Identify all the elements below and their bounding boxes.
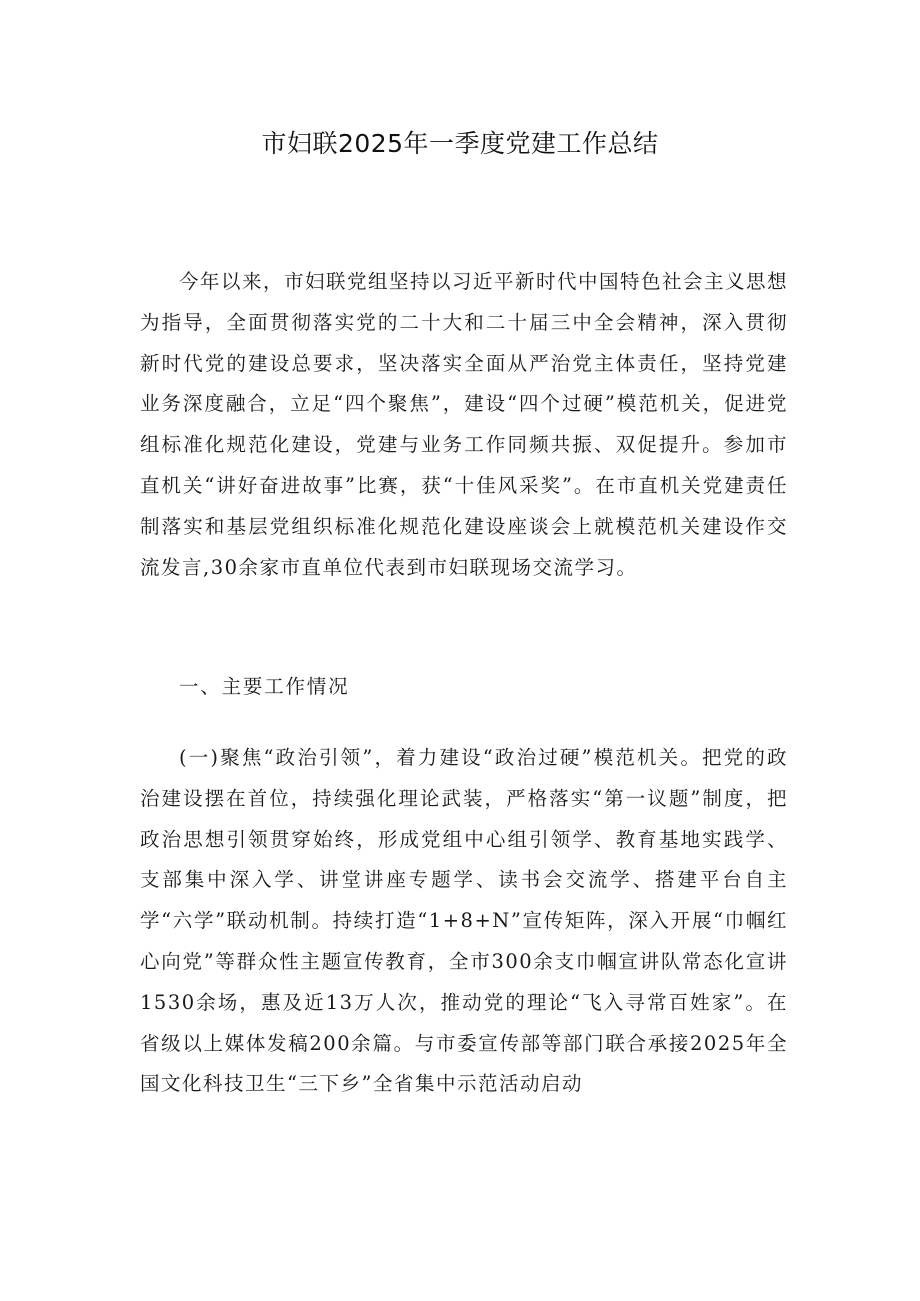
intro-paragraph: 今年以来，市妇联党组坚持以习近平新时代中国特色社会主义思想为指导，全面贯彻落实党的二十大和二十届三中全会精神，深入贯彻新时代党的建设总要求，坚决落实全面从严治党主体责任，坚持党建业务深度融合，立足“四个聚焦”，建设“四个过硬”模范机关，促进党组标准化规范化建设，党建与业务工作同频共振、双促提升。参加市直机关“讲好奋进故事”比赛，获“十佳风采奖”。在市直机关党建责任制落实和基层党组织标准化规范化建设座谈会上就模范机关建设作交流发言,30余家市直单位代表到市妇联现场交流学习。 [140, 270, 789, 579]
section-heading-main-work: 一、主要工作情况 [179, 675, 350, 698]
subsection-political-leadership-paragraph: (一)聚焦“政治引领”，着力建设“政治过硬”模范机关。把党的政治建设摆在首位，持续强化理论武装，严格落实“第一议题”制度，把政治思想引领贯穿始终，形成党组中心组引领学、教育基地实践学、支部集中深入学、讲堂讲座专题学、读书会交流学、搭建平台自主学“六学”联动机制。持续打造“1+8+N”宣传矩阵，深入开展“巾帼红心向党”等群众性主题宣传教育，全市300余支巾帼宣讲队常态化宣讲1530余场，惠及近13万人次，推动党的理论“飞入寻常百姓家”。在省级以上媒体发稿200余篇。与市委宣传部等部门联合承接2025年全国文化科技卫生“三下乡”全省集中示范活动启动 [140, 746, 788, 1096]
document-title: 市妇联2025年一季度党建工作总结 [261, 129, 659, 158]
